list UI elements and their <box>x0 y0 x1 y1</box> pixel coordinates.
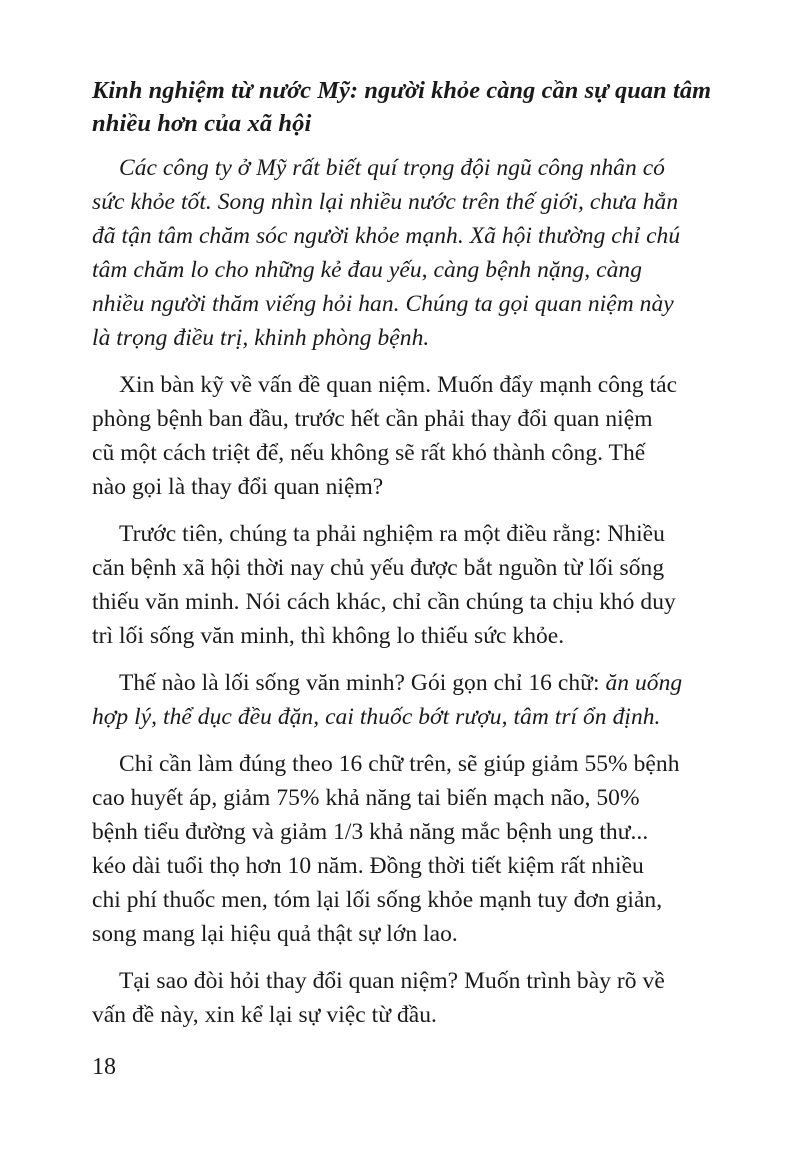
text-line: song mang lại hiệu quả thật sự lớn lao. <box>92 921 458 947</box>
text-line: chi phí thuốc men, tóm lại lối sống khỏe mạnh tuy đơn giản, <box>92 887 663 913</box>
text-line: tâm chăm lo cho những kẻ đau yếu, càng bệnh nặng, càng <box>92 257 643 283</box>
text-line <box>92 666 714 700</box>
text-italic: ăn uống <box>605 670 683 696</box>
paragraph-closing <box>92 964 714 1032</box>
text-line: là trọng điều trị, khinh phòng bệnh. <box>92 325 430 351</box>
text-line: bệnh tiểu đường và giảm 1/3 khả năng mắc bệnh ung thư... <box>92 819 649 845</box>
paragraph-concept <box>92 368 714 504</box>
text-line: Các công ty ở Mỹ rất biết quí trọng đội ngũ công nhân có <box>119 155 665 181</box>
paragraph-sixteen-words <box>92 666 714 734</box>
page-number: 18 <box>92 1054 116 1080</box>
paragraph-lifestyle <box>92 517 714 653</box>
text-line: căn bệnh xã hội thời nay chủ yếu được bắt nguồn từ lối sống <box>92 555 665 581</box>
text-line: trì lối sống văn minh, thì không lo thiếu sức khỏe. <box>92 623 565 649</box>
text-line: cũ một cách triệt để, nếu không sẽ rất khó thành công. Thế <box>92 440 646 466</box>
text-line: thiếu văn minh. Nói cách khác, chỉ cần chúng ta chịu khó duy <box>92 589 676 615</box>
text-line: sức khỏe tốt. Song nhìn lại nhiều nước trên thế giới, chưa hẳn <box>92 189 679 215</box>
text-line: Trước tiên, chúng ta phải nghiệm ra một điều rằng: Nhiều <box>119 521 665 547</box>
text-line: hợp lý, thể dục đều đặn, cai thuốc bớt rượu, tâm trí ổn định. <box>92 704 661 730</box>
text-normal: Thế nào là lối sống văn minh? Gói gọn chỉ 16 chữ: <box>119 670 606 696</box>
text-line: phòng bệnh ban đầu, trước hết cần phải thay đổi quan niệm <box>92 406 653 432</box>
text-line: Tại sao đòi hỏi thay đổi quan niệm? Muốn trình bày rõ về <box>119 968 665 994</box>
paragraph-intro <box>92 151 714 355</box>
text-line: kéo dài tuổi thọ hơn 10 năm. Đồng thời tiết kiệm rất nhiều <box>92 853 644 879</box>
heading-line: Kinh nghiệm từ nước Mỹ: người khỏe càng cần sự quan tâm <box>92 77 712 104</box>
text-line: Chỉ cần làm đúng theo 16 chữ trên, sẽ giúp giảm 55% bệnh <box>119 751 680 777</box>
text-line: đã tận tâm chăm sóc người khỏe mạnh. Xã hội thường chỉ chú <box>92 223 681 249</box>
text-line: vấn đề này, xin kể lại sự việc từ đầu. <box>92 1002 437 1028</box>
paragraph-statistics <box>92 747 714 951</box>
heading-line: nhiều hơn của xã hội <box>92 110 312 137</box>
text-line: nào gọi là thay đổi quan niệm? <box>92 474 384 500</box>
text-line: Xin bàn kỹ về vấn đề quan niệm. Muốn đẩy mạnh công tác <box>119 372 678 398</box>
page-body <box>92 74 714 1032</box>
text-line: nhiều người thăm viếng hỏi han. Chúng ta gọi quan niệm này <box>92 291 674 317</box>
section-heading <box>92 74 714 140</box>
text-line: cao huyết áp, giảm 75% khả năng tai biến mạch não, 50% <box>92 785 640 811</box>
